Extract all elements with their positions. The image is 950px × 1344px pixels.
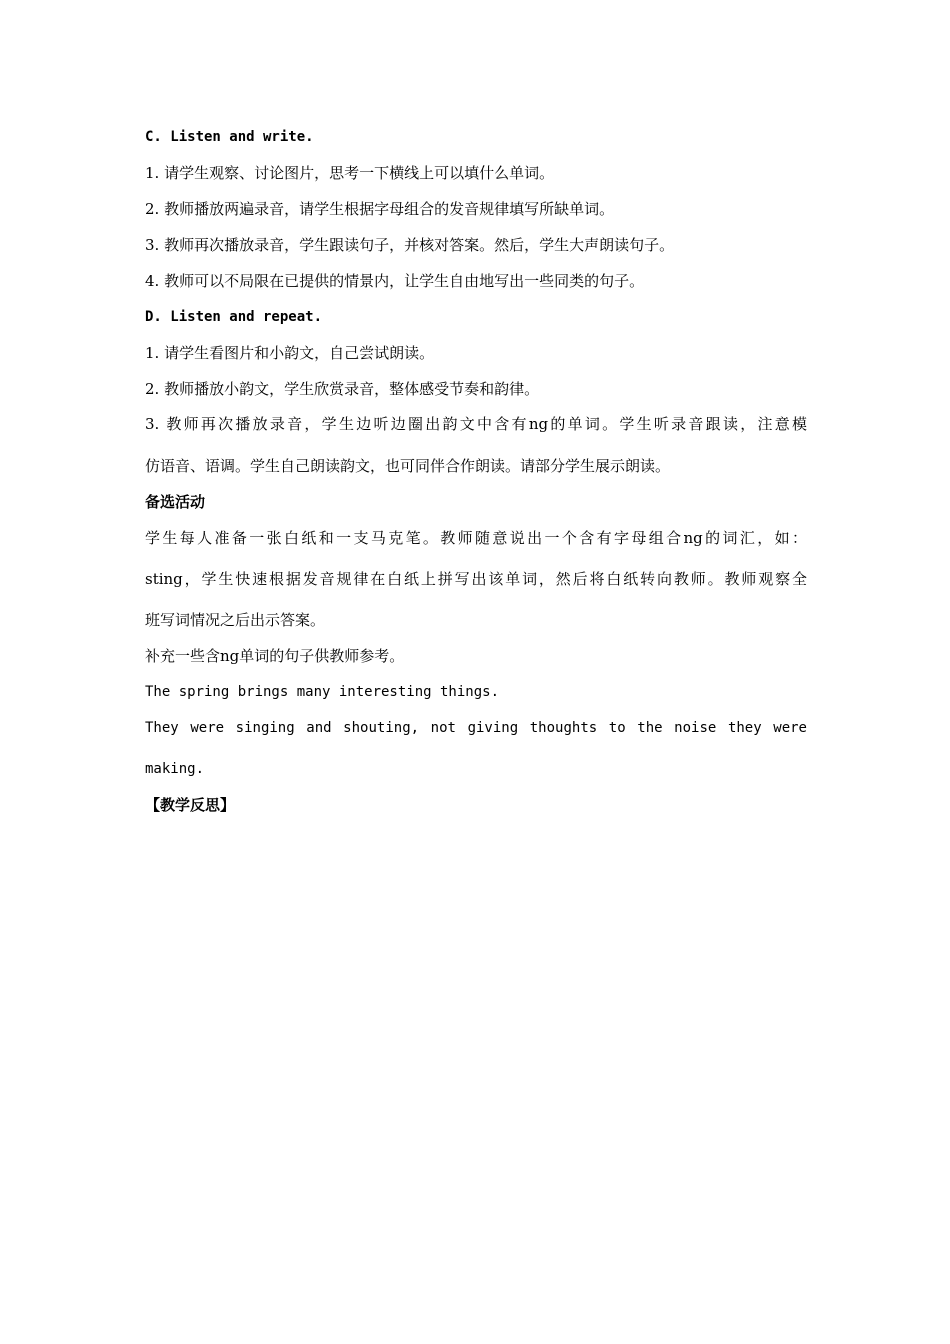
- section-c-item-1: 1. 请学生观察、讨论图片，思考一下横线上可以填什么单词。: [145, 164, 555, 182]
- optional-activity-heading: 备选活动: [145, 493, 206, 511]
- optional-activity-line-3: 班写词情况之后出示答案。: [145, 611, 326, 629]
- section-d-item-1: 1. 请学生看图片和小韵文，自己尝试朗读。: [145, 344, 435, 362]
- example-sentence-1: The spring brings many interesting things.: [145, 684, 500, 700]
- section-d-heading: D. Listen and repeat.: [145, 309, 323, 325]
- teaching-reflection-heading: 【教学反思】: [145, 796, 236, 814]
- example-sentence-2: They were singing and shouting, not giving thoughts to the noise they were: [145, 720, 807, 736]
- section-c-item-3: 3. 教师再次播放录音，学生跟读句子，并核对答案。然后，学生大声朗读句子。: [145, 236, 675, 254]
- example-sentence-2-continued: making.: [145, 761, 205, 777]
- optional-activity-line-1: 学生每人准备一张白纸和一支马克笔。教师随意说出一个含有字母组合ng的词汇，如：: [145, 529, 807, 547]
- section-d-item-3: 3. 教师再次播放录音，学生边听边圈出韵文中含有ng的单词。学生听录音跟读，注意模: [145, 415, 807, 433]
- section-c-item-4: 4. 教师可以不局限在已提供的情景内，让学生自由地写出一些同类的句子。: [145, 272, 645, 290]
- section-d-item-3-continued: 仿语音、语调。学生自己朗读韵文，也可同伴合作朗读。请部分学生展示朗读。: [145, 457, 671, 475]
- optional-activity-line-2: sting，学生快速根据发音规律在白纸上拼写出该单词，然后将白纸转向教师。教师观察全: [145, 570, 807, 588]
- document-page: [145, 0, 807, 1344]
- optional-activity-line-4: 补充一些含ng单词的句子供教师参考。: [145, 647, 405, 665]
- section-c-item-2: 2. 教师播放两遍录音，请学生根据字母组合的发音规律填写所缺单词。: [145, 200, 615, 218]
- section-d-item-2: 2. 教师播放小韵文，学生欣赏录音，整体感受节奏和韵律。: [145, 380, 540, 398]
- section-c-heading: C. Listen and write.: [145, 129, 314, 145]
